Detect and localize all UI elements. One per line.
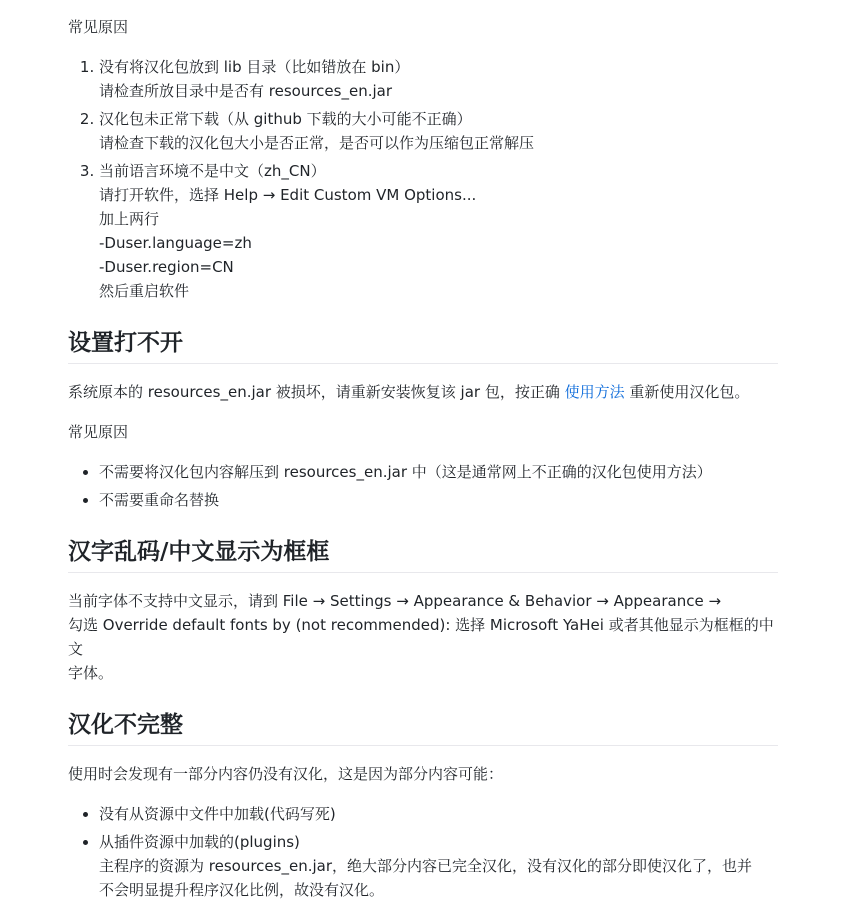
list-item: • 不需要将汉化包内容解压到 resources_en.jar 中（这是通常网上不正确的汉化包使用方法） [99,460,778,484]
document-body [68,0,778,902]
incomplete-bullet-list [68,802,778,902]
settings-paragraph: 系统原本的 resources_en.jar 被损坏，请重新安装恢复该 jar 包，按正确 使用方法 重新使用汉化包。 [68,383,750,401]
list-item: 3. 当前语言环境不是中文（zh_CN） 请打开软件，选择 Help → Edit Custom VM Options... 加上两行 -Duser.language=zh -Duser.region=CN 然后重启软件 [99,159,778,303]
usage-link[interactable]: 使用方法 [564,383,625,401]
causes-ordered-list [68,55,778,303]
heading-incomplete-translation: 汉化不完整 [68,709,778,746]
common-causes-label: 常见原因 [68,423,129,441]
list-item: • 不需要重命名替换 [99,488,778,512]
garbled-paragraph: 当前字体不支持中文显示，请到 File → Settings → Appearance & Behavior → Appearance → 勾选 Override default fonts by (not recommended): 选择 Microsoft YaHei 或者其他显示为框框的中文 字体。 [68,592,774,682]
list-item: • 没有从资源中文件中加载(代码写死) [99,802,778,826]
common-causes-label: 常见原因 [68,18,129,36]
list-item: • 从插件资源中加载的(plugins) 主程序的资源为 resources_en.jar，绝大部分内容已完全汉化，没有汉化的部分即使汉化了，也并 不会明显提升程序汉化比例，故没有汉化。 [99,830,778,902]
settings-bullet-list [68,460,778,512]
incomplete-paragraph: 使用时会发现有一部分内容仍没有汉化，这是因为部分内容可能： [68,765,504,783]
list-item: 1. 没有将汉化包放到 lib 目录（比如错放在 bin） 请检查所放目录中是否有 resources_en.jar [99,55,778,103]
heading-garbled-characters: 汉字乱码/中文显示为框框 [68,536,778,573]
heading-settings-wont-open: 设置打不开 [68,327,778,364]
list-item: 2. 汉化包未正常下载（从 github 下载的大小可能不正确） 请检查下载的汉化包大小是否正常，是否可以作为压缩包正常解压 [99,107,778,155]
